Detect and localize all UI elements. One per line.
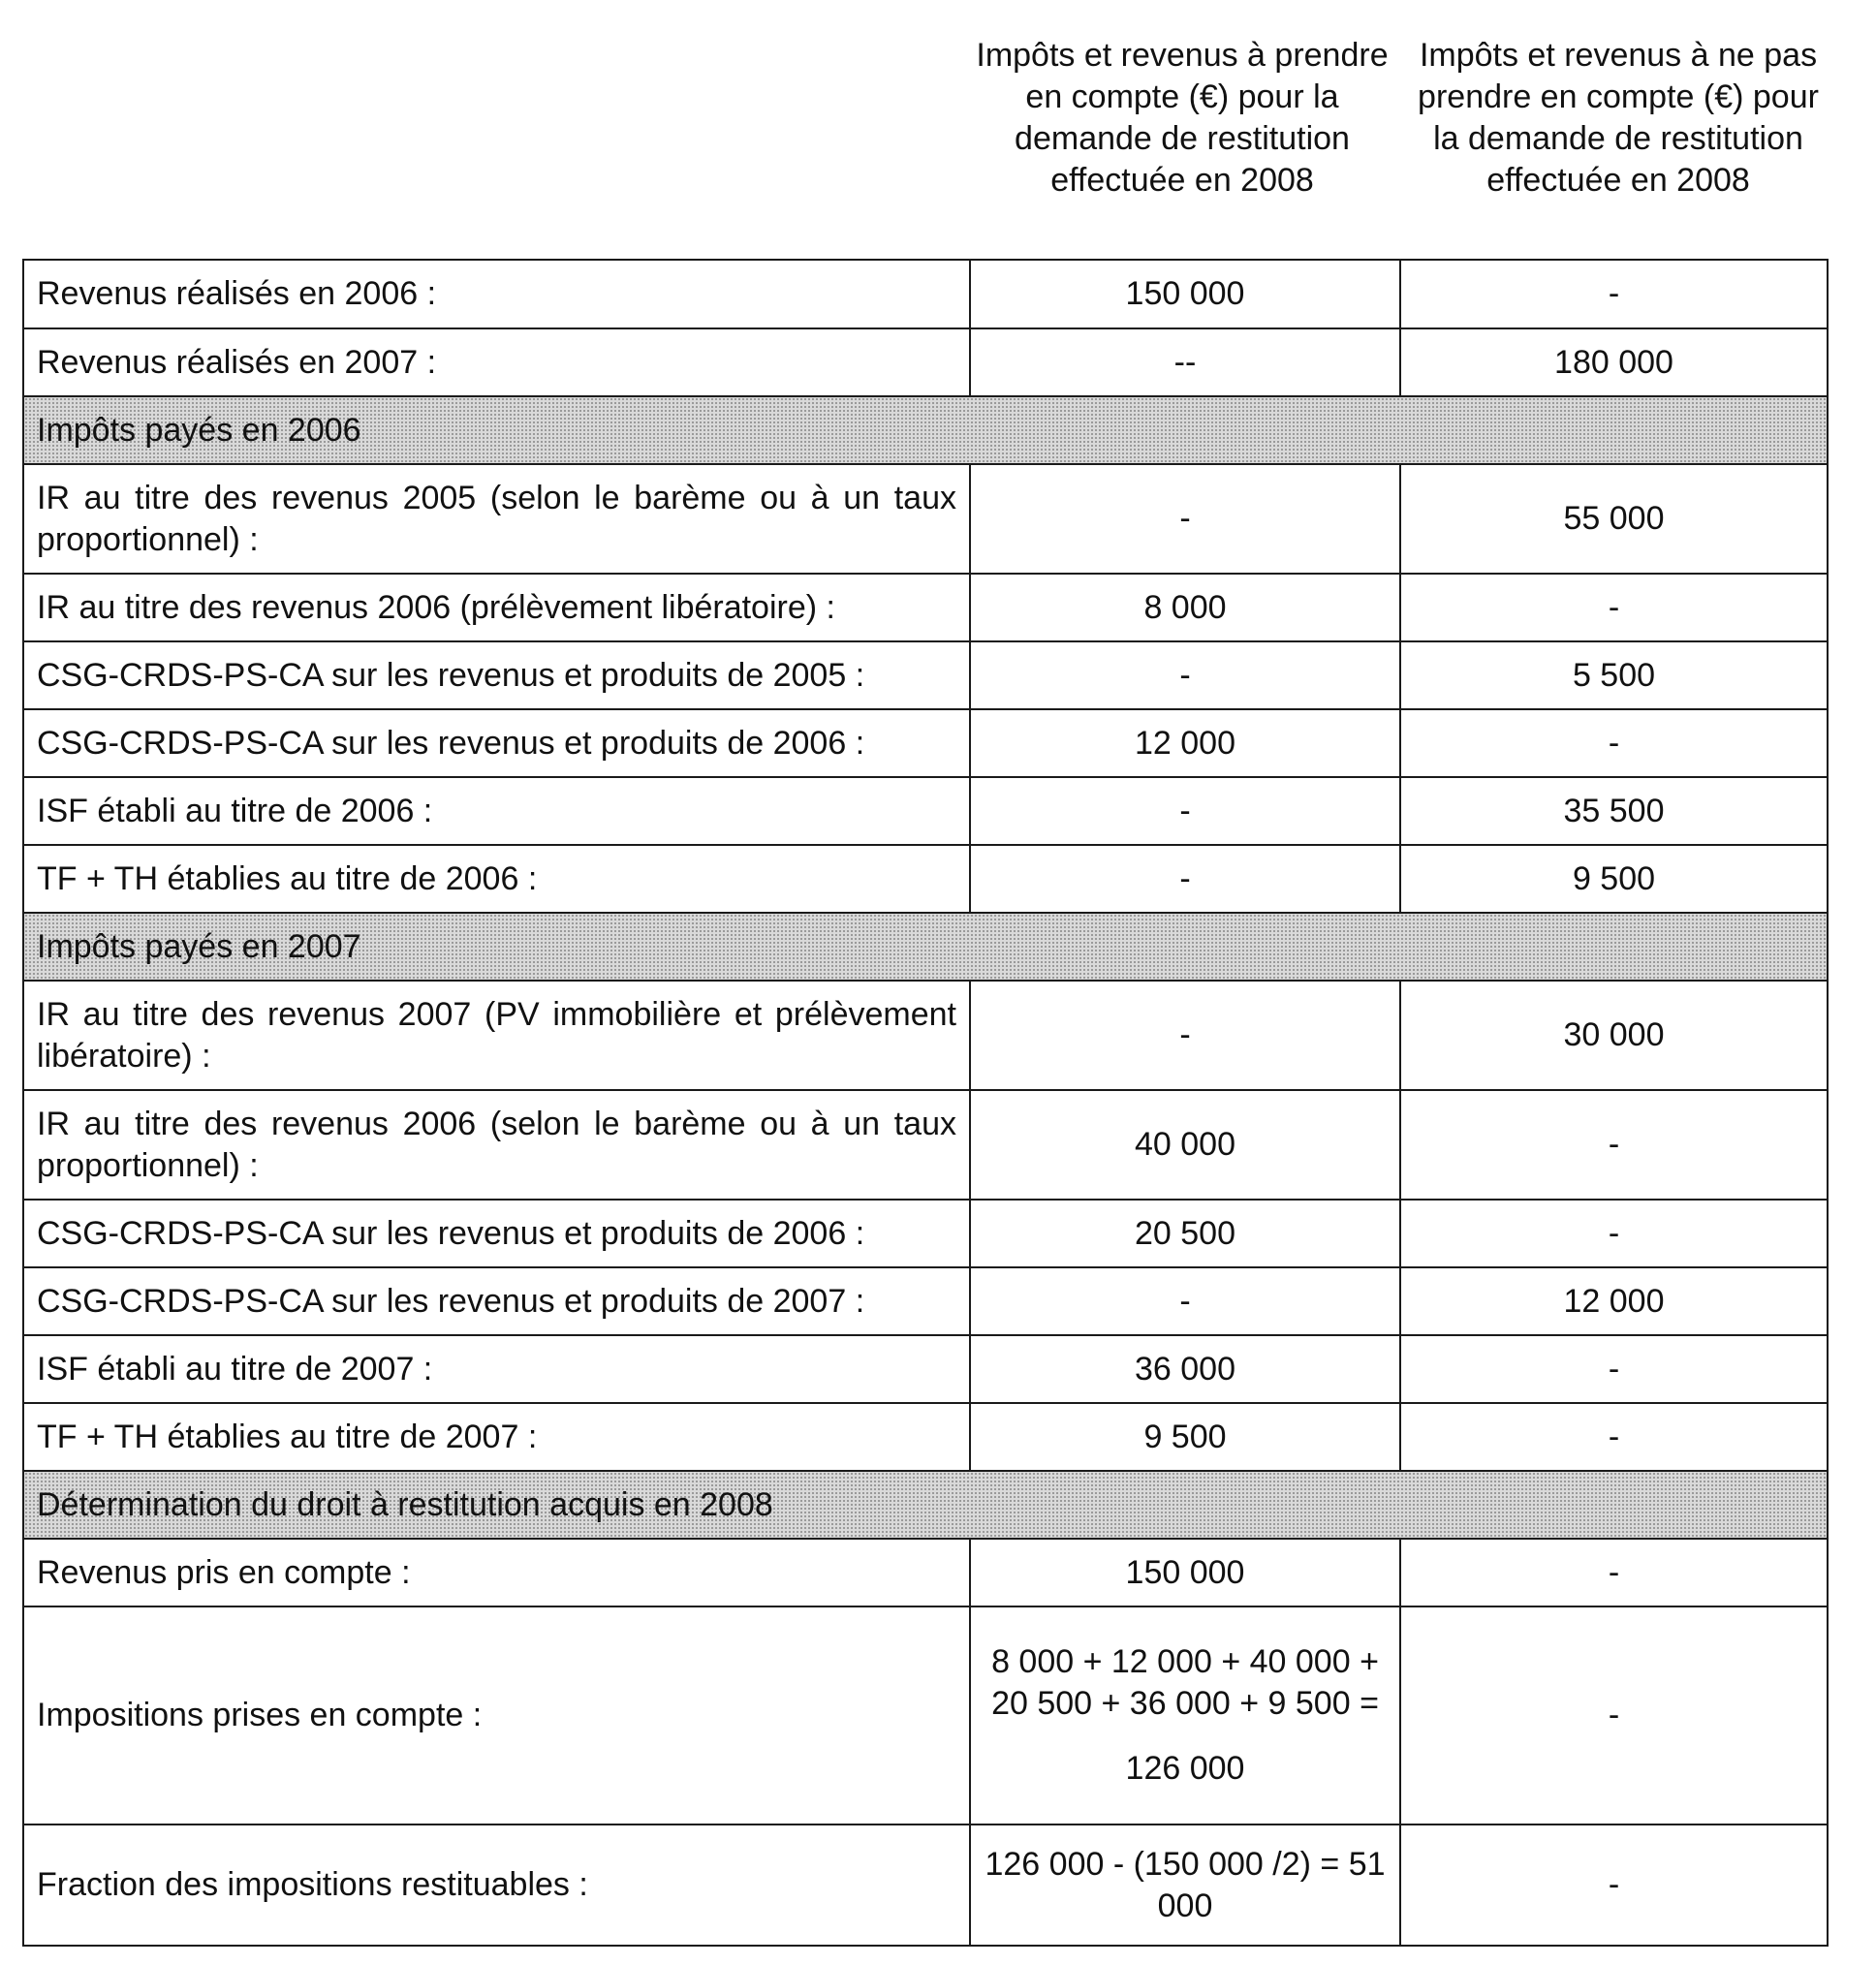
not-value: - — [1400, 574, 1828, 641]
not-value: 12 000 — [1400, 1267, 1828, 1335]
table-row — [23, 1335, 1828, 1403]
header-col-take-into-account: Impôts et revenus à prendre en compte (€) pour la demande de restitution effectuée en 2008 — [976, 37, 1389, 199]
row-label: CSG-CRDS-PS-CA sur les revenus et produits de 2006 : — [23, 709, 970, 777]
take-value: 150 000 — [970, 1539, 1400, 1606]
table-row — [23, 464, 1828, 574]
take-value: - — [970, 464, 1400, 574]
take-value: 12 000 — [970, 709, 1400, 777]
row-label: TF + TH établies au titre de 2006 : — [23, 845, 970, 913]
table-row — [23, 1090, 1828, 1200]
section-row — [23, 1471, 1828, 1539]
not-value: - — [1400, 709, 1828, 777]
table-row — [23, 981, 1828, 1090]
not-value: - — [1400, 1606, 1828, 1825]
row-label: Revenus pris en compte : — [23, 1539, 970, 1606]
row-label: Revenus réalisés en 2006 : — [23, 260, 970, 328]
not-value: 35 500 — [1400, 777, 1828, 845]
table-row — [23, 777, 1828, 845]
section-title: Détermination du droit à restitution acquis en 2008 — [23, 1471, 1828, 1539]
section-row — [23, 396, 1828, 464]
take-result: 126 000 — [1125, 1750, 1245, 1787]
table-row — [23, 574, 1828, 641]
row-label: IR au titre des revenus 2006 (prélèvement libératoire) : — [23, 574, 970, 641]
take-value: 40 000 — [970, 1090, 1400, 1200]
take-formula: 8 000 + 12 000 + 40 000 + 20 500 + 36 000 + 9 500 = — [991, 1643, 1379, 1722]
take-value: 8 000 — [970, 574, 1400, 641]
not-value: - — [1400, 260, 1828, 328]
table-row — [23, 328, 1828, 396]
take-value: - — [970, 981, 1400, 1090]
table-row — [23, 1267, 1828, 1335]
take-value: -- — [970, 328, 1400, 396]
row-label: IR au titre des revenus 2006 (selon le barème ou à un taux proportionnel) : — [23, 1090, 970, 1200]
row-label: ISF établi au titre de 2006 : — [23, 777, 970, 845]
row-label: CSG-CRDS-PS-CA sur les revenus et produits de 2006 : — [23, 1200, 970, 1267]
table-row — [23, 641, 1828, 709]
take-value: 36 000 — [970, 1335, 1400, 1403]
not-value: - — [1400, 1090, 1828, 1200]
not-value: - — [1400, 1539, 1828, 1606]
take-value: - — [970, 641, 1400, 709]
not-value: 9 500 — [1400, 845, 1828, 913]
not-value: 180 000 — [1400, 328, 1828, 396]
take-value: - — [970, 1267, 1400, 1335]
table-header — [0, 35, 1876, 250]
take-value: 9 500 — [970, 1403, 1400, 1471]
row-label: ISF établi au titre de 2007 : — [23, 1335, 970, 1403]
take-cell — [970, 1606, 1400, 1825]
row-label: CSG-CRDS-PS-CA sur les revenus et produits de 2005 : — [23, 641, 970, 709]
take-value: - — [970, 845, 1400, 913]
section-title: Impôts payés en 2007 — [23, 913, 1828, 981]
row-label: Fraction des impositions restituables : — [23, 1825, 970, 1946]
table-row — [23, 1539, 1828, 1606]
row-label: Impositions prises en compte : — [23, 1606, 970, 1825]
table-row — [23, 1825, 1828, 1946]
tax-table — [22, 259, 1829, 1947]
table-row — [23, 260, 1828, 328]
not-value: - — [1400, 1200, 1828, 1267]
not-value: - — [1400, 1335, 1828, 1403]
take-value: 20 500 — [970, 1200, 1400, 1267]
not-value: 55 000 — [1400, 464, 1828, 574]
not-value: 5 500 — [1400, 641, 1828, 709]
row-label: IR au titre des revenus 2005 (selon le barème ou à un taux proportionnel) : — [23, 464, 970, 574]
take-value: 150 000 — [970, 260, 1400, 328]
section-row — [23, 913, 1828, 981]
table-row — [23, 1200, 1828, 1267]
table-row — [23, 1606, 1828, 1825]
not-value: - — [1400, 1403, 1828, 1471]
table-row — [23, 709, 1828, 777]
table-row — [23, 845, 1828, 913]
not-value: 30 000 — [1400, 981, 1828, 1090]
not-value: - — [1400, 1825, 1828, 1946]
row-label: CSG-CRDS-PS-CA sur les revenus et produits de 2007 : — [23, 1267, 970, 1335]
take-value: - — [970, 777, 1400, 845]
table-row — [23, 1403, 1828, 1471]
row-label: TF + TH établies au titre de 2007 : — [23, 1403, 970, 1471]
row-label: Revenus réalisés en 2007 : — [23, 328, 970, 396]
section-title: Impôts payés en 2006 — [23, 396, 1828, 464]
take-value: 126 000 - (150 000 /2) = 51 000 — [970, 1825, 1400, 1946]
row-label: IR au titre des revenus 2007 (PV immobilière et prélèvement libératoire) : — [23, 981, 970, 1090]
header-col-not-take-into-account: Impôts et revenus à ne pas prendre en compte (€) pour la demande de restitution effectuée en 2008 — [1418, 37, 1819, 199]
